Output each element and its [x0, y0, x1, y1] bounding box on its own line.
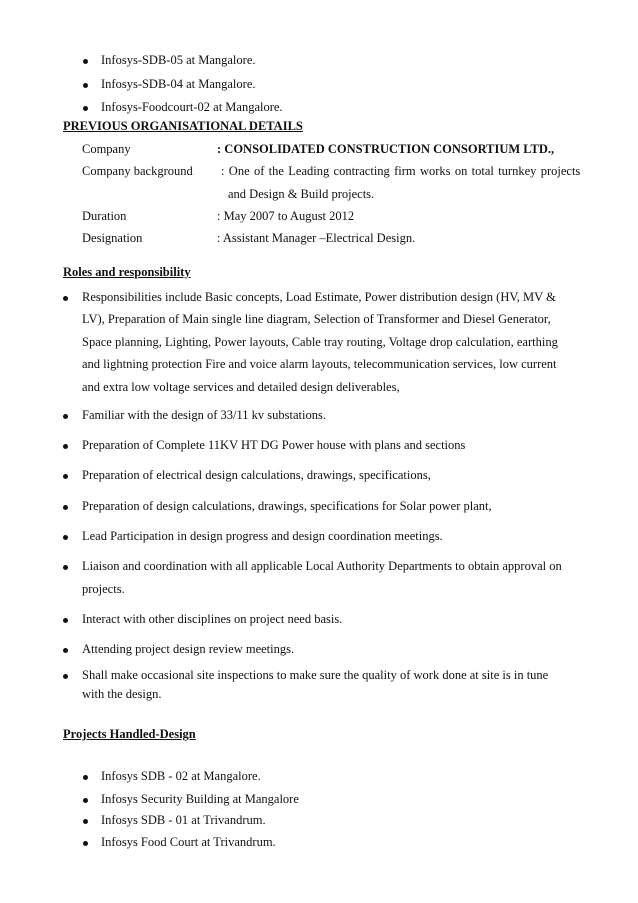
bullet-icon [83, 798, 88, 803]
bullet-icon [63, 474, 68, 479]
list-item: Responsibilities include Basic concepts, Load Estimate, Power distribution design (HV, MV & [82, 290, 556, 304]
list-item: Preparation of Complete 11KV HT DG Power house with plans and sections [82, 438, 466, 452]
project-item: Infosys SDB - 02 at Mangalore. [101, 769, 261, 783]
bullet-icon [63, 414, 68, 419]
bullet-icon [63, 535, 68, 540]
list-item-cont: Space planning, Lighting, Power layouts, Cable tray routing, Voltage drop calculation, earthing [82, 335, 558, 349]
list-item-cont: projects. [82, 582, 125, 596]
designation-label: Designation [82, 231, 143, 245]
list-item: Interact with other disciplines on project need basis. [82, 612, 343, 626]
bullet-icon [63, 648, 68, 653]
bullet-icon [83, 106, 88, 111]
project-item: Infosys SDB - 01 at Trivandrum. [101, 813, 266, 827]
bullet-icon [83, 841, 88, 846]
company-label: Company [82, 142, 131, 156]
company-value: : CONSOLIDATED CONSTRUCTION CONSORTIUM LTD., [217, 142, 555, 156]
bullet-icon [63, 565, 68, 570]
company-background-value: : One of the Leading contracting firm works on total turnkey projects [221, 164, 581, 178]
list-item: Infosys-SDB-05 at Mangalore. [101, 53, 256, 67]
list-item: Shall make occasional site inspections to make sure the quality of work done at site is in tune [82, 668, 549, 682]
bullet-icon [63, 505, 68, 510]
bullet-icon [83, 59, 88, 64]
project-item: Infosys Food Court at Trivandrum. [101, 835, 276, 849]
project-item: Infosys Security Building at Mangalore [101, 792, 299, 806]
duration-value: : May 2007 to August 2012 [217, 209, 355, 223]
list-item: Infosys-Foodcourt-02 at Mangalore. [101, 100, 283, 114]
bullet-icon [83, 83, 88, 88]
list-item-cont: and extra low voltage services and detailed design deliverables, [82, 380, 400, 394]
section-heading-roles: Roles and responsibility [63, 265, 191, 279]
list-item: Preparation of design calculations, drawings, specifications for Solar power plant, [82, 499, 492, 513]
list-item-cont: and lightning protection Fire and voice alarm layouts, telecommunication services, low current [82, 357, 557, 371]
bullet-icon [63, 296, 68, 301]
section-heading-projects: Projects Handled-Design [63, 727, 196, 741]
list-item: Infosys-SDB-04 at Mangalore. [101, 77, 256, 91]
section-heading-previous: PREVIOUS ORGANISATIONAL DETAILS [63, 119, 303, 133]
bullet-icon [83, 819, 88, 824]
list-item: Lead Participation in design progress and design coordination meetings. [82, 529, 443, 543]
designation-value: : Assistant Manager –Electrical Design. [217, 231, 416, 245]
list-item-cont: with the design. [82, 687, 162, 701]
list-item: Preparation of electrical design calculations, drawings, specifications, [82, 468, 431, 482]
list-item-cont: LV), Preparation of Main single line diagram, Selection of Transformer and Diesel Generator, [82, 312, 551, 326]
bullet-icon [83, 775, 88, 780]
bullet-icon [63, 674, 68, 679]
bullet-icon [63, 444, 68, 449]
list-item: Attending project design review meetings. [82, 642, 295, 656]
company-background-value-cont: and Design & Build projects. [228, 187, 375, 201]
list-item: Familiar with the design of 33/11 kv substations. [82, 408, 326, 422]
list-item: Liaison and coordination with all applicable Local Authority Departments to obtain approval on [82, 559, 562, 573]
bullet-icon [63, 618, 68, 623]
duration-label: Duration [82, 209, 127, 223]
company-background-label: Company background [82, 164, 193, 178]
